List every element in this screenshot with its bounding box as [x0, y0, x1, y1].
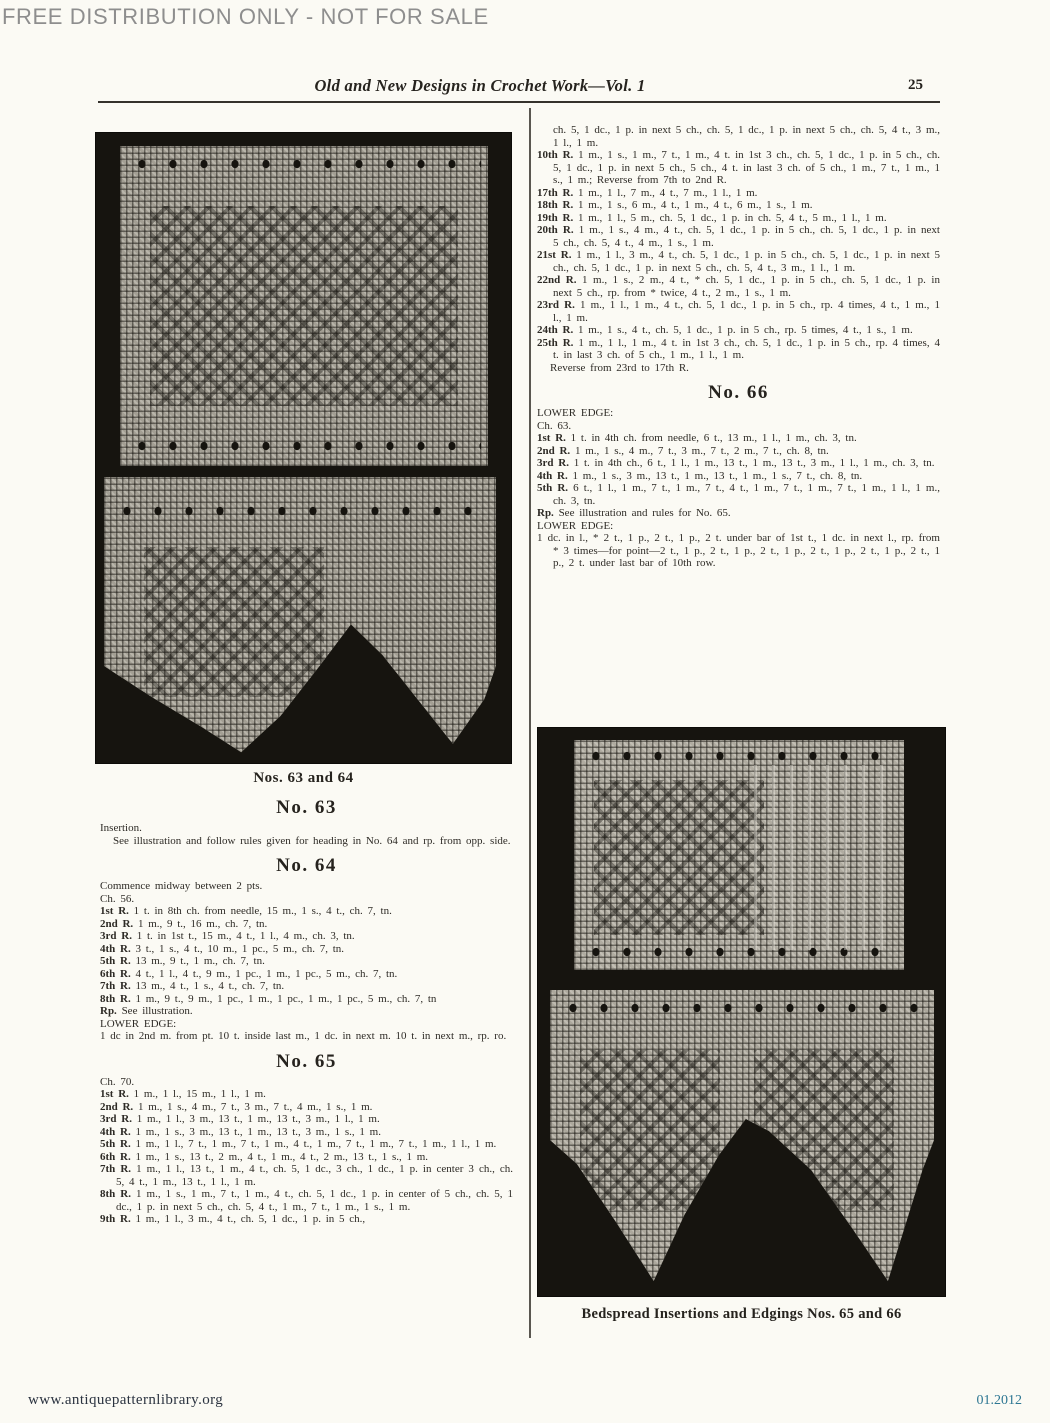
pattern-paragraph	[537, 407, 940, 420]
section-body-no-63	[100, 822, 513, 847]
row-label: 7th R.	[100, 980, 136, 992]
section-heading-no-64: No. 64	[276, 855, 337, 876]
row-instructions: 1 m., 1 s., 4 m., 7 t., 3 m., 7 t., 2 m., 7 t., ch. 8, tn.	[574, 444, 829, 457]
pattern-row	[537, 482, 940, 507]
row-instructions: 1 m., 1 s., 2 m., 4 t., * ch. 5, 1 dc., 1 p. in 5 ch., ch. 5, 1 dc., 1 p. in next 5 ch., rp. from * twice, 4 t., 2 m., 1 s., 1 m.	[553, 274, 940, 299]
row-instructions: 1 m., 1 s., 3 m., 13 t., 1 m., 13 t., 3 m., 1 s., 1 m.	[135, 1125, 381, 1138]
row-label: 19th R.	[537, 211, 578, 224]
pattern-row	[537, 187, 940, 200]
pattern-row	[537, 274, 940, 299]
row-instructions: 1 dc. in l., * 2 t., 1 p., 2 t., 1 p., 2 t. under bar of 1st t., 1 dc. in next l., rp. from * 3 times—for point—2 t., 1 p., 2 t., 1 p., 2 t., 1 p., 2 t., 1 p., 2 t., 1 p., 2 t., 1 p., 2 t. under last bar of 10th row.	[537, 532, 940, 569]
page-header-title: Old and New Designs in Crochet Work—Vol. 1	[314, 76, 646, 95]
row-instructions: 1 m., 1 s., 3 m., 13 t., 1 m., 13 t., 1 m., 1 s., 7 t., ch. 8, tn.	[572, 469, 863, 482]
row-instructions: LOWER EDGE:	[537, 519, 614, 532]
watermark-text: FREE DISTRIBUTION ONLY - NOT FOR SALE	[2, 4, 489, 29]
row-label: 1st R.	[100, 1088, 134, 1100]
pattern-row	[537, 199, 940, 212]
lace-diamond-motif	[144, 547, 324, 697]
pattern-row	[100, 1126, 513, 1139]
row-instructions: 1 t. in 4th ch., 6 t., 1 l., 1 m., 13 t., 1 m., 13 t., 3 m., 1 l., 1 m., ch. 3, tn.	[573, 457, 935, 469]
pattern-row	[100, 905, 513, 918]
pattern-row	[537, 249, 940, 274]
lace-bar-motif	[754, 765, 889, 950]
lace-diamond-motif	[754, 1050, 894, 1210]
row-instructions: 1 m., 1 l., 3 m., 13 t., 1 m., 13 t., 3 m., 1 l., 1 m.	[136, 1113, 380, 1125]
row-label: 4th R.	[537, 469, 573, 482]
row-label: 2nd R.	[100, 917, 138, 930]
photo-nos-63-64	[96, 133, 511, 763]
row-label: 2nd R.	[537, 444, 575, 457]
row-label: 4th R.	[100, 1125, 136, 1138]
pattern-paragraph	[537, 420, 940, 433]
row-instructions: 1 m., 1 l., 3 m., 4 t., ch. 5, 1 dc., 1 p. in 5 ch., ch. 5, 1 dc., 1 p. in next 5 ch., ch. 5, 1 dc., 1 p. in next 5 ch., ch. 5, 4 t., 3 m., 1 l., 1 m.	[553, 249, 940, 274]
lace-hole-row	[581, 746, 898, 766]
row-label: 9th R.	[100, 1213, 136, 1225]
pattern-row	[100, 1101, 513, 1114]
pattern-paragraph	[100, 880, 513, 893]
section-heading-no-63: No. 63	[276, 797, 337, 818]
row-label: 2nd R.	[100, 1100, 138, 1113]
row-instructions: 1 m., 1 s., 6 m., 4 t., 1 m., 4 t., 6 m., 1 s., 1 m.	[577, 199, 813, 211]
section-body-no-64	[100, 880, 513, 1043]
row-label: 8th R.	[100, 1188, 137, 1200]
row-instructions: 1 m., 1 s., 4 m., 4 t., ch. 5, 1 dc., 1 p. in 5 ch., ch. 5, 1 dc., 1 p. in next 5 ch., ch. 5, 4 t., 4 m., 1 s., 1 m.	[553, 224, 940, 249]
row-label: 3rd R.	[100, 930, 137, 942]
pattern-row	[100, 1213, 513, 1226]
row-instructions: 1 m., 1 s., 4 t., ch. 5, 1 dc., 1 p. in 5 ch., rp. 5 times, 4 t., 1 s., 1 m.	[577, 324, 913, 336]
row-label: 22nd R.	[537, 274, 582, 286]
lace-diamond-motif	[580, 1050, 720, 1210]
photo-caption-nos-65-66: Bedspread Insertions and Edgings Nos. 65 and 66	[581, 1306, 902, 1322]
right-column-text	[537, 124, 940, 570]
pattern-continuation-rows	[537, 124, 940, 374]
pattern-paragraph	[537, 124, 940, 149]
row-instructions: 3 t., 1 s., 4 t., 10 m., 1 pc., 5 m., ch. 7, tn.	[135, 942, 345, 955]
row-label: 6th R.	[100, 1150, 136, 1163]
row-instructions: 1 m., 1 l., 3 m., 4 t., ch. 5, 1 dc., 1 p. in 5 ch.,	[135, 1213, 366, 1225]
row-label: 5th R.	[100, 1138, 136, 1150]
row-label: 4th R.	[100, 942, 136, 955]
section-body-no-65	[100, 1076, 513, 1226]
crochet-edging-no-64	[104, 477, 496, 755]
row-label: 1st R.	[537, 432, 571, 444]
row-label: 1st R.	[100, 905, 134, 917]
row-label: 5th R.	[100, 955, 136, 967]
row-instructions: 1 m., 1 l., 5 m., ch. 5, 1 dc., 1 p. in ch. 5, 4 t., 5 m., 1 l., 1 m.	[577, 211, 887, 224]
pattern-row	[537, 507, 940, 520]
row-label: 6th R.	[100, 967, 136, 980]
row-instructions: 1 m., 1 s., 1 m., 7 t., 1 m., 4 t., ch. 5, 1 dc., 1 p. in center of 5 ch., ch. 5, 1 dc., 1 p. in next 5 ch., ch. 5, 4 t., 1 m., 7 t., 1 m., 1 s., 1 m.	[116, 1188, 513, 1213]
section-heading-no-66: No. 66	[708, 382, 769, 403]
footer-date: 01.2012	[976, 1393, 1022, 1408]
row-label: 5th R.	[537, 482, 574, 494]
row-instructions: 1 m., 1 s., 13 t., 2 m., 4 t., 1 m., 4 t., 2 m., 13 t., 1 s., 1 m.	[135, 1150, 429, 1163]
row-instructions: 1 dc in 2nd m. from pt. 10 t. inside last m., 1 dc. in next m. 10 t. in next m., rp. ro.	[100, 1030, 507, 1042]
pattern-row	[100, 980, 513, 993]
pattern-row	[537, 324, 940, 337]
lace-hole-row	[127, 154, 480, 174]
pattern-paragraph	[537, 532, 940, 570]
lace-hole-row	[127, 436, 480, 456]
row-instructions: 4 t., 1 l., 4 t., 9 m., 1 pc., 1 m., 1 pc., 5 m., ch. 7, tn.	[135, 967, 398, 980]
row-instructions: 1 t. in 4th ch. from needle, 6 t., 13 m., 1 l., 1 m., ch. 3, tn.	[570, 432, 857, 444]
pattern-row	[537, 432, 940, 445]
row-label: 3rd R.	[537, 457, 574, 469]
pattern-paragraph	[537, 362, 940, 375]
row-instructions: 1 m., 9 t., 9 m., 1 pc., 1 m., 1 pc., 1 m., 1 pc., 5 m., ch. 7, tn	[135, 992, 437, 1005]
pattern-row	[100, 918, 513, 931]
row-instructions: 1 m., 1 l., 1 m., 4 t. in 1st 3 ch., ch. 5, 1 dc., 1 p. in 5 ch., rp. 4 times, 4 t. in last 3 ch. of 5 ch., 1 m., 1 l., 1 m.	[553, 336, 940, 361]
column-divider	[529, 108, 531, 1338]
pattern-row	[537, 470, 940, 483]
pattern-row	[100, 1163, 513, 1188]
row-label: 7th R.	[100, 1163, 137, 1175]
row-label: 3rd R.	[100, 1113, 137, 1125]
pattern-row	[100, 1005, 513, 1018]
row-instructions: 1 m., 1 l., 15 m., 1 l., 1 m.	[133, 1088, 266, 1100]
pattern-row	[537, 212, 940, 225]
pattern-row	[100, 968, 513, 981]
row-label: 17th R.	[537, 186, 578, 199]
pattern-paragraph	[100, 1030, 513, 1043]
row-instructions: 1 t. in 1st t., 15 m., 4 t., 1 l., 4 m., ch. 3, tn.	[136, 930, 355, 942]
section-body-no-66	[537, 407, 940, 570]
row-label: 20th R.	[537, 224, 579, 236]
row-label: 23rd R.	[537, 299, 580, 311]
row-instructions: 1 m., 1 l., 7 t., 1 m., 7 t., 1 m., 4 t., 1 m., 7 t., 1 m., 7 t., 1 m., 1 l., 1 m.	[135, 1138, 497, 1150]
row-instructions: 1 m., 9 t., 16 m., ch. 7, tn.	[137, 917, 268, 930]
lace-hole-row	[112, 501, 488, 521]
pattern-row	[537, 337, 940, 362]
row-instructions: LOWER EDGE:	[537, 407, 614, 419]
section-heading-no-65: No. 65	[276, 1050, 337, 1072]
page-number: 25	[908, 77, 923, 93]
row-label: 24th R.	[537, 324, 578, 336]
row-instructions: See illustration and follow rules given for heading in No. 64 and rp. from opp. side.	[113, 834, 511, 847]
pattern-paragraph	[100, 1018, 513, 1031]
pattern-row	[537, 445, 940, 458]
row-label: 25th R.	[537, 336, 579, 349]
pattern-row	[100, 930, 513, 943]
row-label: Rp.	[537, 507, 559, 519]
pattern-row	[537, 299, 940, 324]
row-label: 10th R.	[537, 149, 579, 161]
header-rule	[98, 101, 940, 103]
row-instructions: 1 m., 1 l., 13 t., 1 m., 4 t., ch. 5, 1 dc., 3 ch., 1 dc., 1 p. in center 3 ch., ch. 5, 4 t., 1 m., 13 t., 1 l., 1 m.	[116, 1163, 513, 1188]
row-instructions: 6 t., 1 l., 1 m., 7 t., 1 m., 7 t., 4 t., 1 m., 7 t., 1 m., 7 t., 1 m., 1 l., 1 m., ch. 3, tn.	[553, 482, 940, 507]
row-instructions: Ch. 70.	[100, 1075, 135, 1088]
crochet-insertion-no-65	[574, 740, 904, 970]
row-label: Rp.	[100, 1005, 122, 1017]
row-instructions: Insertion.	[100, 822, 142, 834]
row-instructions: 1 m., 1 s., 1 m., 7 t., 1 m., 4 t. in 1st 3 ch., ch. 5, 1 dc., 1 p. in 5 ch., ch. 5, 1 dc., 1 p. in next 5 ch., 5 ch., 4 t. in last 3 ch. of 5 ch., 1 m., 7 t., 1 m., 1 s., 1 m.; Reverse from 7th to 2nd R.	[553, 149, 940, 186]
lace-diamond-motif	[594, 780, 764, 935]
row-instructions: 1 m., 1 l., 7 m., 4 t., 7 m., 1 l., 1 m.	[577, 186, 758, 199]
row-instructions: See illustration.	[121, 1005, 193, 1017]
row-instructions: 13 m., 9 t., 1 m., ch. 7, tn.	[135, 955, 265, 967]
pattern-row	[537, 149, 940, 187]
crochet-insertion-no-63	[120, 146, 488, 466]
pattern-paragraph	[100, 893, 513, 906]
left-column-text	[100, 793, 513, 1226]
pattern-row	[100, 1188, 513, 1213]
row-instructions: Reverse from 23rd to 17th R.	[550, 361, 689, 374]
row-instructions: 1 m., 1 s., 4 m., 7 t., 3 m., 7 t., 4 m., 1 s., 1 m.	[137, 1100, 373, 1113]
pattern-paragraph	[537, 520, 940, 533]
photo-caption-nos-63-64: Nos. 63 and 64	[253, 770, 354, 786]
row-label: 21st R.	[537, 249, 577, 261]
footer-site-url: www.antiquepatternlibrary.org	[28, 1392, 224, 1408]
row-instructions: 1 t. in 8th ch. from needle, 15 m., 1 s., 4 t., ch. 7, tn.	[133, 905, 392, 917]
row-instructions: 1 m., 1 l., 1 m., 4 t., ch. 5, 1 dc., 1 p. in 5 ch., rp. 4 times, 4 t., 1 m., 1 l., 1 m.	[553, 299, 940, 324]
lace-hole-row	[558, 998, 927, 1018]
crochet-edging-no-66	[550, 990, 934, 1290]
row-instructions: See illustration and rules for No. 65.	[558, 507, 731, 519]
pattern-paragraph	[100, 1076, 513, 1089]
row-instructions: 13 m., 4 t., 1 s., 4 t., ch. 7, tn.	[135, 980, 285, 992]
pattern-row	[537, 224, 940, 249]
pattern-row	[100, 943, 513, 956]
pattern-row	[100, 993, 513, 1006]
pattern-row	[100, 1138, 513, 1151]
row-instructions: Ch. 56.	[100, 892, 135, 905]
pattern-row	[100, 955, 513, 968]
photo-nos-65-66	[538, 728, 945, 1296]
row-label: 8th R.	[100, 992, 136, 1005]
row-instructions: ch. 5, 1 dc., 1 p. in next 5 ch., ch. 5, 1 dc., 1 p. in next 5 ch., ch. 5, 4 t., 3 m., 1 l., 1 m.	[553, 124, 940, 149]
pattern-row	[100, 1151, 513, 1164]
row-instructions: Ch. 63.	[537, 419, 572, 432]
row-label: 18th R.	[537, 199, 578, 211]
row-instructions: LOWER EDGE:	[100, 1017, 177, 1030]
pattern-row	[100, 1113, 513, 1126]
pattern-paragraph	[100, 822, 513, 835]
pattern-paragraph	[100, 835, 513, 848]
row-instructions: Commence midway between 2 pts.	[100, 880, 263, 892]
lace-diamond-motif	[150, 206, 458, 406]
pattern-row	[100, 1088, 513, 1101]
pattern-row	[537, 457, 940, 470]
